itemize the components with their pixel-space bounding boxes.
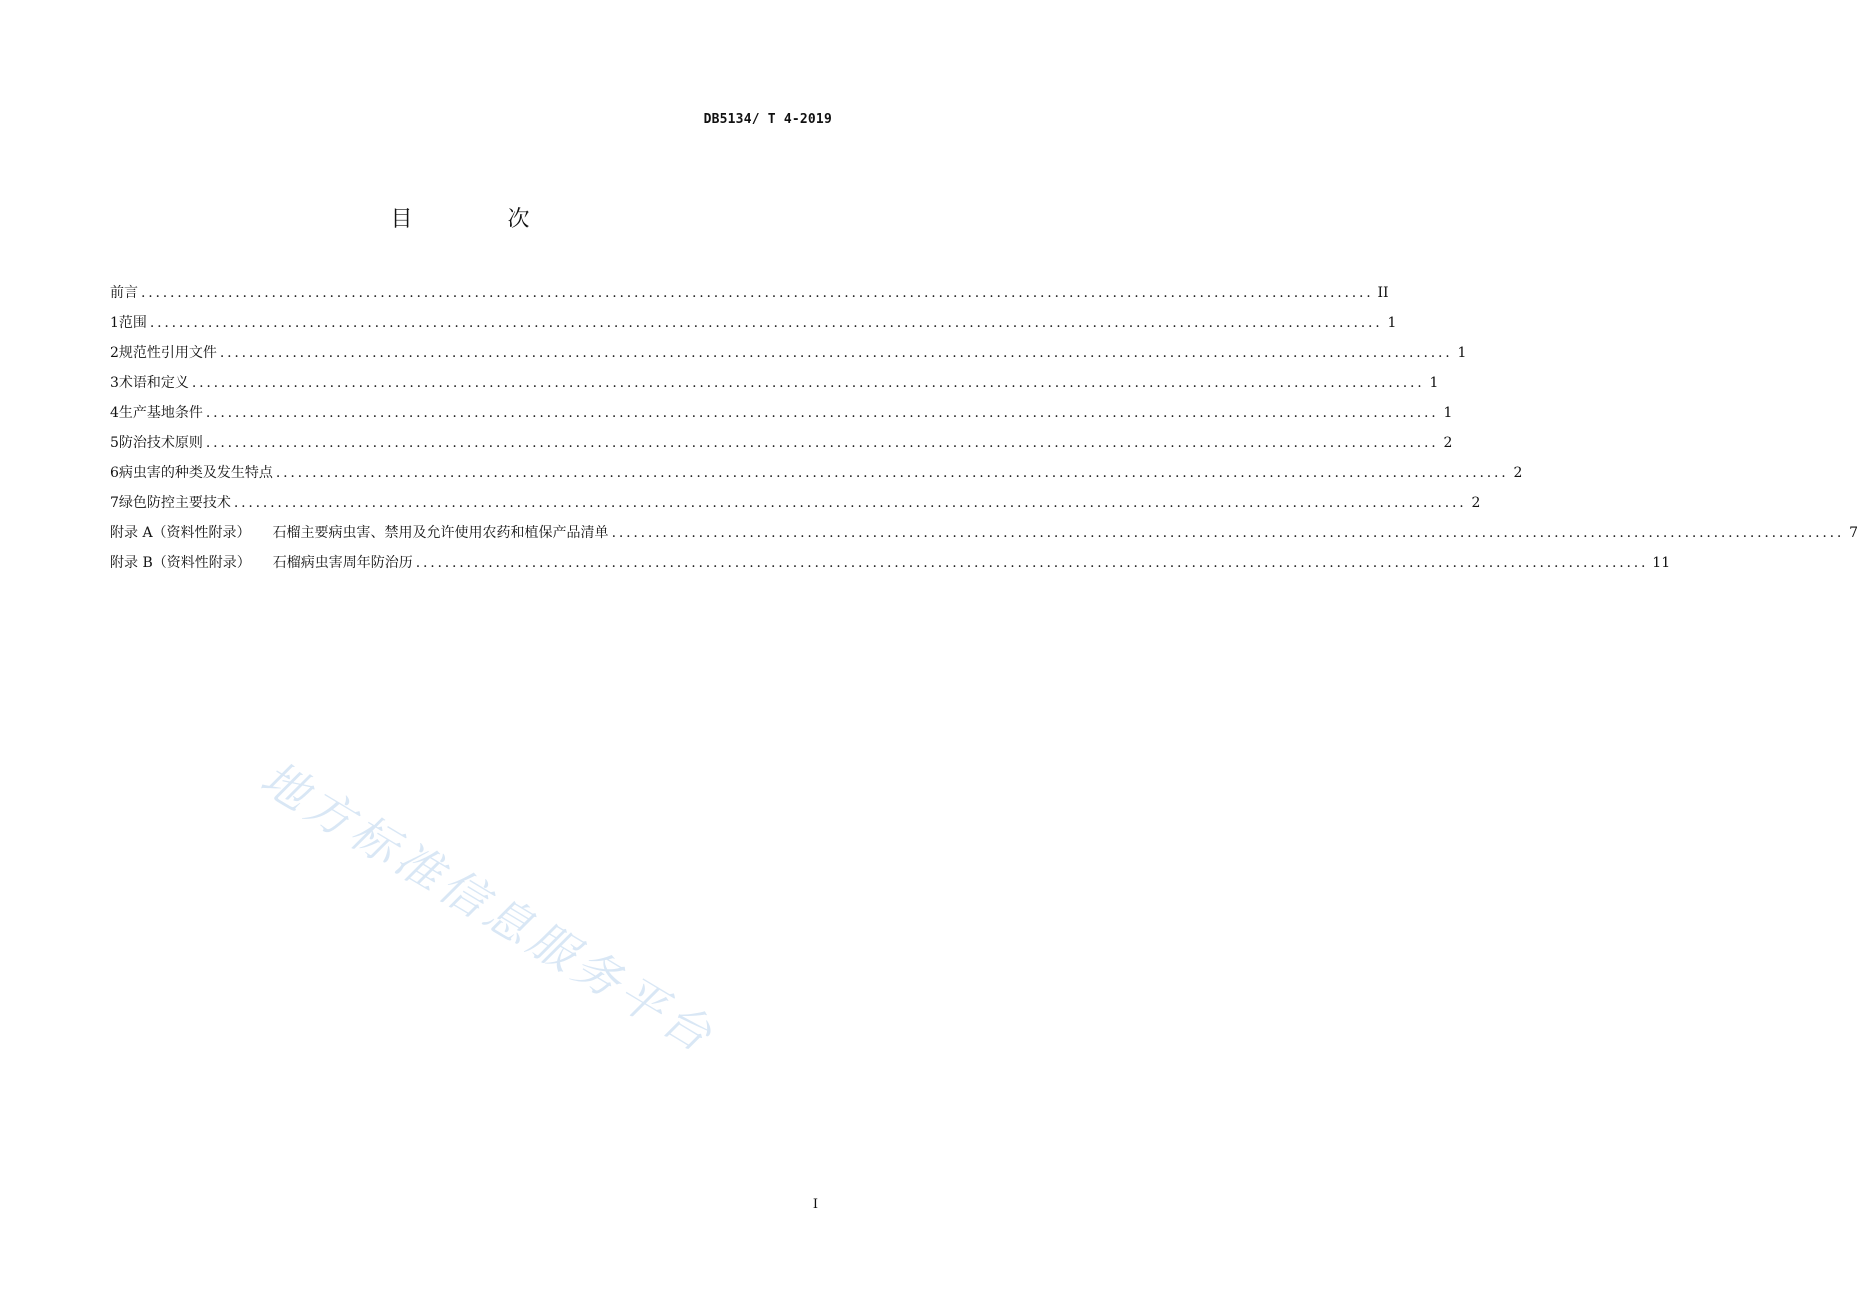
toc-entry-number: 7 bbox=[110, 495, 119, 511]
toc-entry-pest-types[interactable] bbox=[110, 458, 1523, 488]
toc-leader-dots: .......................................................................................................................................................................... bbox=[205, 405, 1439, 421]
toc-leader-dots: .......................................................................................................................................................................... bbox=[415, 555, 1649, 571]
toc-entry-label: 前言 bbox=[110, 285, 138, 301]
toc-entry-normative-references[interactable] bbox=[110, 338, 1467, 368]
toc-entry-page: II bbox=[1377, 285, 1389, 301]
toc-entry-number: 6 bbox=[110, 465, 119, 481]
toc-entry-page: 7 bbox=[1849, 525, 1858, 541]
toc-entry-page: 1 bbox=[1387, 315, 1397, 331]
watermark: 地方标准信息服务平台 bbox=[251, 750, 726, 1065]
toc-entry-label: 防治技术原则 bbox=[118, 435, 203, 451]
toc-leader-dots: .......................................................................................................................................................................... bbox=[141, 285, 1374, 301]
toc-entry-page: 1 bbox=[1429, 375, 1439, 391]
toc-entry-page: 1 bbox=[1443, 405, 1453, 421]
toc-entry-label: 术语和定义 bbox=[118, 375, 189, 391]
toc-leader-dots: .......................................................................................................................................................................... bbox=[611, 525, 1845, 541]
toc-entry-subtitle: 石榴病虫害周年防治历 bbox=[272, 555, 413, 571]
toc-entry-page: 1 bbox=[1457, 345, 1467, 361]
toc-entry-appendix-a[interactable] bbox=[110, 518, 1858, 548]
toc-entry-number: 2 bbox=[110, 345, 119, 361]
toc-entry-number: 5 bbox=[110, 435, 119, 451]
toc-entry-scope[interactable] bbox=[110, 308, 1397, 338]
toc-entry-number: 1 bbox=[110, 315, 119, 331]
toc-entry-terms-definitions[interactable] bbox=[110, 368, 1439, 398]
toc-leader-dots: .......................................................................................................................................................................... bbox=[233, 495, 1467, 511]
toc-entry-green-control[interactable] bbox=[110, 488, 1481, 518]
toc-entry-appendix-b[interactable] bbox=[110, 548, 1671, 578]
toc-entry-label: 附录 A（资料性附录） bbox=[110, 525, 251, 541]
toc-entry-label: 病虫害的种类及发生特点 bbox=[118, 465, 273, 481]
toc-entry-page: 2 bbox=[1513, 465, 1523, 481]
toc-entry-number: 4 bbox=[110, 405, 119, 421]
toc-leader-dots: .......................................................................................................................................................................... bbox=[219, 345, 1453, 361]
toc-leader-dots: .......................................................................................................................................................................... bbox=[205, 435, 1439, 451]
toc-entry-subtitle: 石榴主要病虫害、禁用及允许使用农药和植保产品清单 bbox=[272, 525, 609, 541]
toc-entry-production-base[interactable] bbox=[110, 398, 1453, 428]
toc-entry-label: 绿色防控主要技术 bbox=[118, 495, 231, 511]
document-code: DB5134/ T 4-2019 bbox=[703, 112, 832, 127]
toc-leader-dots: .......................................................................................................................................................................... bbox=[275, 465, 1509, 481]
toc-leader-dots: .......................................................................................................................................................................... bbox=[149, 315, 1383, 331]
toc-entry-number: 3 bbox=[110, 375, 119, 391]
toc-entry-label: 规范性引用文件 bbox=[118, 345, 217, 361]
toc-leader-dots: .......................................................................................................................................................................... bbox=[191, 375, 1425, 391]
toc-entry-page: 2 bbox=[1443, 435, 1453, 451]
toc-title: 目 次 bbox=[390, 207, 574, 232]
toc-entry-label: 范围 bbox=[118, 315, 147, 331]
toc-entry-label: 生产基地条件 bbox=[118, 405, 203, 421]
toc-entry-control-principles[interactable] bbox=[110, 428, 1453, 458]
toc-entry-label: 附录 B（资料性附录） bbox=[110, 555, 251, 571]
table-of-contents bbox=[110, 278, 1858, 578]
page-number: I bbox=[812, 1197, 818, 1212]
toc-entry-foreword[interactable] bbox=[110, 278, 1389, 308]
toc-entry-page: 2 bbox=[1471, 495, 1481, 511]
toc-entry-page: 11 bbox=[1652, 555, 1671, 571]
